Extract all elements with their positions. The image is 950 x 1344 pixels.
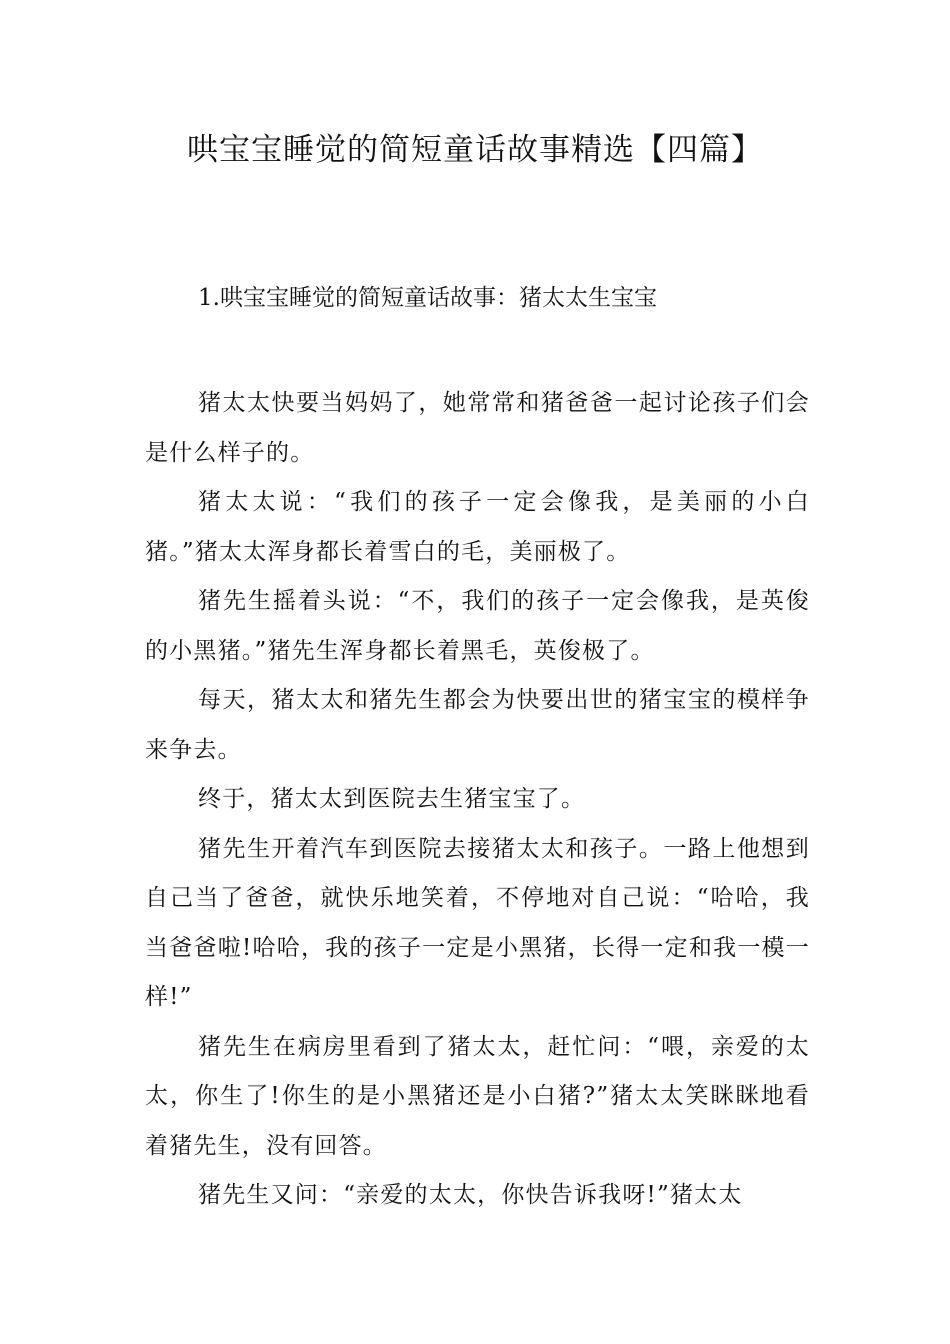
story-heading: 1.哄宝宝睡觉的简短童话故事：猪太太生宝宝 xyxy=(198,285,657,311)
story-body xyxy=(145,379,810,1221)
paragraph: 猪太太说：“我们的孩子一定会像我，是美丽的小白猪。”猪太太浑身都长着雪白的毛，美丽极了。 xyxy=(145,489,810,565)
paragraph: 终于，猪太太到医院去生猪宝宝了。 xyxy=(198,786,586,812)
paragraph: 每天，猪太太和猪先生都会为快要出世的猪宝宝的模样争来争去。 xyxy=(145,687,810,763)
paragraph: 猪太太快要当妈妈了，她常常和猪爸爸一起讨论孩子们会是什么样子的。 xyxy=(145,390,810,466)
paragraph: 猪先生摇着头说：“不，我们的孩子一定会像我，是英俊的小黑猪。”猪先生浑身都长着黑毛，英俊极了。 xyxy=(145,588,810,664)
paragraph: 猪先生在病房里看到了猪太太，赶忙问：“喂，亲爱的太太，你生了!你生的是小黑猪还是小白猪?”猪太太笑眯眯地看着猪先生，没有回答。 xyxy=(145,1033,810,1159)
paragraph: 猪先生开着汽车到医院去接猪太太和孩子。一路上他想到自己当了爸爸，就快乐地笑着，不停地对自己说：“哈哈，我当爸爸啦!哈哈，我的孩子一定是小黑猪，长得一定和我一模一样!” xyxy=(145,835,810,1010)
document-title: 哄宝宝睡觉的简短童话故事精选【四篇】 xyxy=(187,132,763,168)
paragraph: 猪先生又问：“亲爱的太太，你快告诉我呀!”猪太太 xyxy=(198,1182,743,1208)
